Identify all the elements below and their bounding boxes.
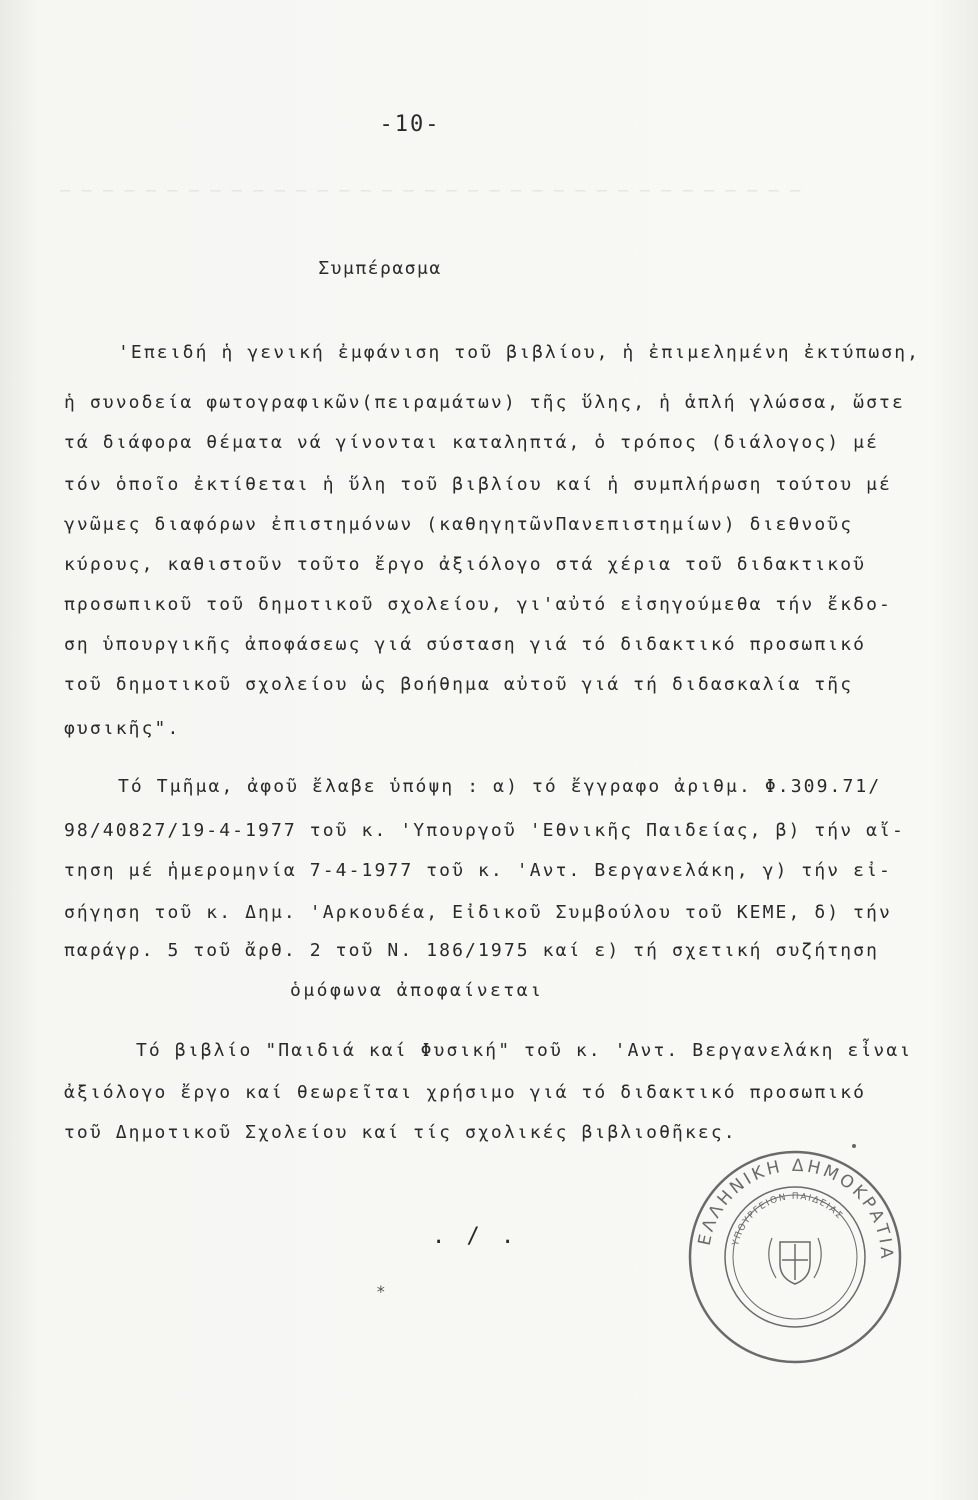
decision-line: ὁμόφωνα ἀποφαίνεται (290, 980, 544, 1001)
paragraph1-line: ση ὑπουργικῆς ἀποφάσεως γιά σύσταση γιά τό διδακτικό προσωπικό (64, 634, 867, 655)
paragraph3-line: τοῦ Δημοτικοῦ Σχολείου καί τίς σχολικές βιβλιοθῆκες. (64, 1122, 737, 1143)
paragraph1-line: τοῦ δημοτικοῦ σχολείου ὡς βοήθημα αὐτοῦ γιά τή διδασκαλία τῆς (64, 674, 854, 695)
paragraph1-line: 'Επειδή ἡ γενική ἐμφάνιση τοῦ βιβλίου, ἡ ἐπιμελημένη ἐκτύπωση, (118, 342, 921, 363)
paragraph2-line: τηση μέ ἡμερομηνία 7-4-1977 τοῦ κ. 'Αντ. Βεργανελάκη, γ) τήν εἰ- (64, 860, 892, 881)
official-seal (684, 1146, 906, 1368)
bleed-through-text: ̶ ̶ ̶ ̶ ̶ ̶ ̶ ̶ ̶ ̶ ̶ ̶ ̶ ̶ ̶ ̶ ̶ ̶ ̶ ̶ ̶ ̶ ̶ ̶ ̶ ̶ ̶ ̶ ̶ ̶ ̶ ̶ ̶ ̶ ̶ (60, 180, 802, 200)
paragraph1-line: τόν ὁποῖο ἐκτίθεται ἡ ὕλη τοῦ βιβλίου καί ἡ συμπλήρωση τούτου μέ (64, 474, 892, 495)
paragraph1-line: προσωπικοῦ τοῦ δημοτικοῦ σχολείου, γι'αὐτό εἰσηγούμεθα τήν ἔκδο- (64, 594, 892, 615)
paragraph2-line: Τό Τμῆμα, ἀφοῦ ἔλαβε ὑπόψη : α) τό ἔγγραφο ἀριθμ. Φ.309.71/ (118, 776, 882, 797)
paragraph1-line: κύρους, καθιστοῦν τοῦτο ἔργο ἀξιόλογο στά χέρια τοῦ διδακτικοῦ (64, 554, 867, 575)
seal-inner-text: ΥΠΟΥΡΓΕΙΟΝ ΠΑΙΔΕΙΑΣ (731, 1191, 845, 1247)
closing-mark: . / . (432, 1224, 519, 1249)
paragraph2-line: 98/40827/19-4-1977 τοῦ κ. 'Υπουργοῦ 'Εθνικῆς Παιδείας, β) τήν αἴ- (64, 820, 905, 841)
paragraph2-line: παράγρ. 5 τοῦ ἄρθ. 2 τοῦ Ν. 186/1975 καί ε) τή σχετική συζήτηση (64, 940, 880, 961)
paragraph1-line: ἡ συνοδεία φωτογραφικῶν(πειραμάτων) τῆς ὕλης, ἡ ἁπλή γλώσσα, ὥστε (64, 392, 905, 413)
paragraph3-line: ἀξιόλογο ἔργο καί θεωρεῖται χρήσιμο γιά τό διδακτικό προσωπικό (64, 1082, 867, 1103)
coat-of-arms-icon (769, 1238, 821, 1284)
paragraph1-line: γνῶμες διαφόρων ἐπιστημόνων (καθηγητῶνΠανεπιστημίων) διεθνοῦς (64, 514, 854, 535)
asterisk-mark: * (376, 1282, 386, 1301)
section-heading: Συμπέρασμα (318, 258, 442, 279)
paragraph3-line: Τό βιβλίο "Παιδιά καί Φυσική" τοῦ κ. 'Αντ. Βεργανελάκη εἶναι (136, 1040, 913, 1061)
paragraph1-line: τά διάφορα θέματα νά γίνονται καταληπτά, ὁ τρόπος (διάλογος) μέ (64, 432, 880, 453)
paragraph2-line: σήγηση τοῦ κ. Δημ. 'Αρκουδέα, Εἰδικοῦ Συμβούλου τοῦ ΚΕΜΕ, δ) τήν (64, 902, 892, 923)
paragraph1-line: φυσικῆς". (64, 718, 181, 739)
page-number: -10- (379, 112, 441, 137)
seal-outer-text: ΕΛΛΗΝΙΚΗ ΔΗΜΟΚΡΑΤΙΑ (694, 1155, 897, 1262)
